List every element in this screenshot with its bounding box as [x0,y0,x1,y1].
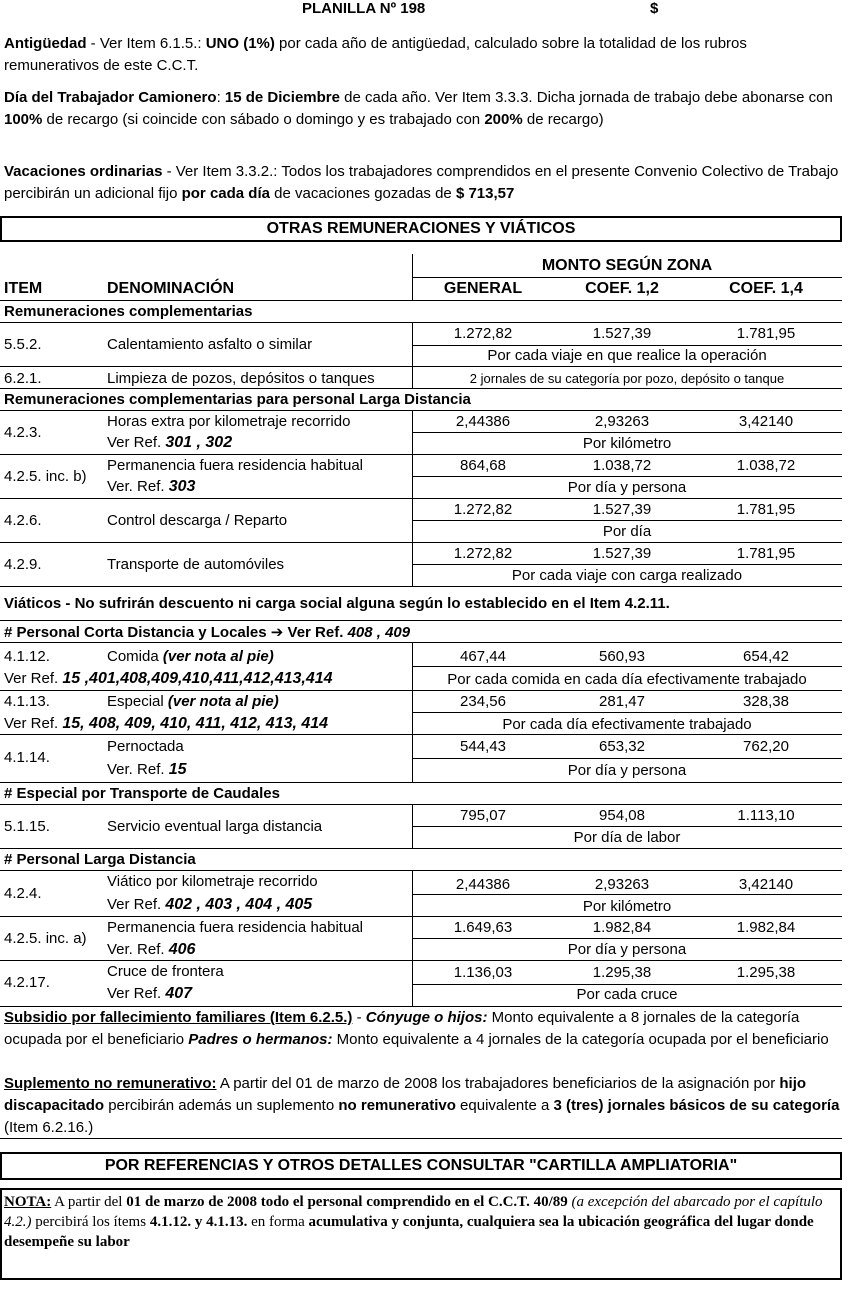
item-name: Calentamiento asfalto o similar [107,336,313,353]
antiguedad-term: Antigüedad [4,35,87,52]
item-name: Transporte de automóviles [107,556,285,573]
header-general: GENERAL [443,280,523,297]
value-note: Por día [602,523,652,540]
value-note: Por cada cruce [576,986,678,1003]
item-code: 6.2.1. [4,370,42,387]
value-general: 1.272,82 [453,325,513,342]
vacaciones-bold: por cada día [181,185,270,202]
header-item: ITEM [4,280,43,297]
value-note: Por cada día efectivamente trabajado [502,716,752,733]
value-note: Por kilómetro [582,435,672,452]
item-name: Permanencia fuera residencia habitual [107,457,363,474]
subsidio-paragraph: Subsidio por fallecimiento familiares (Item 6.2.5.) - Cónyuge o hijos: Monto equivalente a 8 jornales de la categoría ocupada por el beneficiario Padres o hermanos: Monto equivalente a 4 jornales de la categoría ocupada por el beneficiario [4,1009,829,1048]
item-code: 4.2.6. [4,512,42,529]
value-general: 2,44386 [455,876,511,893]
currency-symbol: $ [650,0,659,17]
dia-trabajador-term: Día del Trabajador Camionero [4,89,217,106]
nota-text: NOTA: A partir del 01 de marzo de 2008 todo el personal comprendido en el C.C.T. 40/89 (a excepción del abarcado por el capítulo 4.2.) percibirá los ítems 4.1.12. y 4.1.13. en forma acumulativa y conjunta, cualquiera sea la ubicación geográfica del lugar donde desempeñe su labor [4,1194,823,1250]
value-note: Por kilómetro [582,898,672,915]
dia-trabajador-pct2: 200% [484,111,523,128]
antiguedad-text: - Ver Item 6.1.5.: [86,35,206,52]
dia-trabajador-text2: de cada año. Ver Item 3.3.3. Dicha jornada de trabajo debe abonarse con [339,89,833,106]
value-coef14: 1.295,38 [736,964,796,981]
dia-trabajador-paragraph [4,87,844,131]
page-title: PLANILLA Nº 198 [302,0,426,17]
antiguedad-paragraph [4,33,844,77]
item-code: 4.2.4. [4,885,42,902]
value-general: 544,43 [460,738,506,755]
group-larga-distancia-remuneraciones: Remuneraciones complementarias para personal Larga Distancia [4,391,471,408]
value-general: 795,07 [460,807,506,824]
value-coef14: 654,42 [743,648,789,665]
value-coef14: 1.781,95 [736,325,796,342]
value-coef12: 1.527,39 [592,501,652,518]
value-coef14: 1.038,72 [736,457,796,474]
value-coef12: 281,47 [599,693,645,710]
value-note: Por cada viaje en que realice la operación [487,347,767,364]
item-code: 4.1.12. [4,648,50,665]
group-remuneraciones: Remuneraciones complementarias [4,303,253,320]
value-general: 1.649,63 [453,919,513,936]
value-coef14: 1.781,95 [736,501,796,518]
item-name: Limpieza de pozos, depósitos o tanques [107,370,375,387]
value-coef12: 1.295,38 [592,964,652,981]
dia-trabajador-pct1: 100% [4,111,43,128]
group-caudales: # Especial por Transporte de Caudales [4,785,280,802]
dia-trabajador-text: : [216,89,225,106]
value-note: Por día de labor [573,829,681,846]
item-code: 4.2.3. [4,424,42,441]
vacaciones-term: Vacaciones ordinarias [4,163,163,180]
item-ref: Ver Ref. 301 , 302 [107,434,233,451]
item-ref: Ver. Ref. 406 [107,941,196,958]
vacaciones-paragraph [4,161,844,205]
item-ref: Ver Ref. 15 ,401,408,409,410,411,412,413,414 [4,670,333,687]
item-code: 4.2.5. inc. a) [4,930,87,947]
value-note: Por cada viaje con carga realizado [511,567,743,584]
value-coef14: 3,42140 [738,876,794,893]
value-general: 467,44 [460,648,506,665]
value-note: Por cada comida en cada día efectivamente trabajado [447,671,807,688]
vacaciones-amount: $ 713,57 [455,185,515,202]
item-ref: Ver. Ref. 303 [107,478,196,495]
header-coef12: COEF. 1,2 [585,280,659,297]
item-name: Viático por kilometraje recorrido [107,873,318,890]
group-corta-distancia: # Personal Corta Distancia y Locales ➔ Ver Ref. 408 , 409 [4,623,411,641]
value-coef12: 653,32 [599,738,645,755]
item-name: Especial (ver nota al pie) [107,693,279,710]
dia-trabajador-text4: de recargo) [522,111,604,128]
value-note: 2 jornales de su categoría por pozo, depósito o tanque [469,371,785,386]
value-general: 1.272,82 [453,545,513,562]
referencias-box [0,1152,842,1180]
item-name: Cruce de frontera [107,963,224,980]
value-coef14: 3,42140 [738,413,794,430]
header-monto-zona: MONTO SEGÚN ZONA [541,257,713,274]
item-name: Pernoctada [107,738,184,755]
value-coef14: 328,38 [743,693,789,710]
item-code: 4.2.9. [4,556,42,573]
value-coef12: 2,93263 [594,413,650,430]
value-coef14: 1.982,84 [736,919,796,936]
value-note: Por día y persona [567,479,687,496]
subsidio-term: Subsidio por fallecimiento familiares (Item 6.2.5.) [4,1009,353,1026]
dia-trabajador-date: 15 de Diciembre [224,89,340,106]
value-note: Por día y persona [567,762,687,779]
value-note: Por día y persona [567,941,687,958]
header-coef14: COEF. 1,4 [729,280,803,297]
item-code: 4.1.14. [4,749,50,766]
item-code: 4.1.13. [4,693,50,710]
value-general: 1.136,03 [453,964,513,981]
value-coef12: 2,93263 [594,876,650,893]
item-ref: Ver Ref. 407 [107,985,193,1002]
item-name: Control descarga / Reparto [107,512,288,529]
referencias-text: POR REFERENCIAS Y OTROS DETALLES CONSULTAR "CARTILLA AMPLIATORIA" [104,1157,738,1174]
value-coef12: 954,08 [599,807,645,824]
antiguedad-pct: UNO (1%) [205,35,275,52]
value-general: 234,56 [460,693,506,710]
value-coef14: 762,20 [743,738,789,755]
value-coef12: 560,93 [599,648,645,665]
item-code: 5.5.2. [4,336,42,353]
value-coef12: 1.038,72 [592,457,652,474]
header-denominacion: DENOMINACIÓN [107,280,235,297]
section-title: OTRAS REMUNERACIONES Y VIÁTICOS [266,220,576,237]
nota-label: NOTA: [4,1194,52,1210]
item-ref: Ver Ref. 402 , 403 , 404 , 405 [107,896,313,913]
item-ref: Ver Ref. 15, 408, 409, 410, 411, 412, 413, 414 [4,715,329,732]
value-general: 2,44386 [455,413,511,430]
value-coef14: 1.113,10 [737,807,795,824]
item-ref: Ver. Ref. 15 [107,761,187,778]
suplemento-term: Suplemento no remunerativo: [4,1075,217,1092]
item-name: Permanencia fuera residencia habitual [107,919,363,936]
group-larga-distancia: # Personal Larga Distancia [4,851,196,868]
value-coef12: 1.527,39 [592,545,652,562]
nota-box [0,1188,842,1280]
item-code: 4.2.5. inc. b) [4,468,87,485]
vacaciones-text2: de vacaciones gozadas de [269,185,456,202]
item-name: Comida (ver nota al pie) [107,648,274,665]
item-code: 5.1.15. [4,818,50,835]
value-general: 864,68 [460,457,506,474]
vacaciones-text: - Ver Item 3.3.2.: Todos los trabajadores comprendidos en el presente Convenio Colectivo de Trabajo percibirán un adicional fijo [4,163,839,202]
value-coef12: 1.527,39 [592,325,652,342]
antiguedad-text2: por cada año de antigüedad, calculado sobre la totalidad de los rubros remunerativos de este C.C.T. [4,35,747,74]
arrow-icon: ➔ [270,623,284,641]
item-name: Servicio eventual larga distancia [107,818,323,835]
suplemento-paragraph: Suplemento no remunerativo: A partir del 01 de marzo de 2008 los trabajadores beneficiarios de la asignación por hijo discapacitado percibirán además un suplemento no remunerativo equivalente a 3 (tres) jornales básicos de su categoría (Item 6.2.16.) [4,1075,840,1136]
viaticos-heading: Viáticos - No sufrirán descuento ni carga social alguna según lo establecido en el Item 4.2.11. [4,595,670,612]
item-name: Horas extra por kilometraje recorrido [107,413,351,430]
value-coef14: 1.781,95 [736,545,796,562]
value-general: 1.272,82 [453,501,513,518]
item-code: 4.2.17. [4,974,50,991]
value-coef12: 1.982,84 [592,919,652,936]
dia-trabajador-text3: de recargo (si coincide con sábado o domingo y es trabajado con [42,111,485,128]
section-title-box [0,216,842,242]
